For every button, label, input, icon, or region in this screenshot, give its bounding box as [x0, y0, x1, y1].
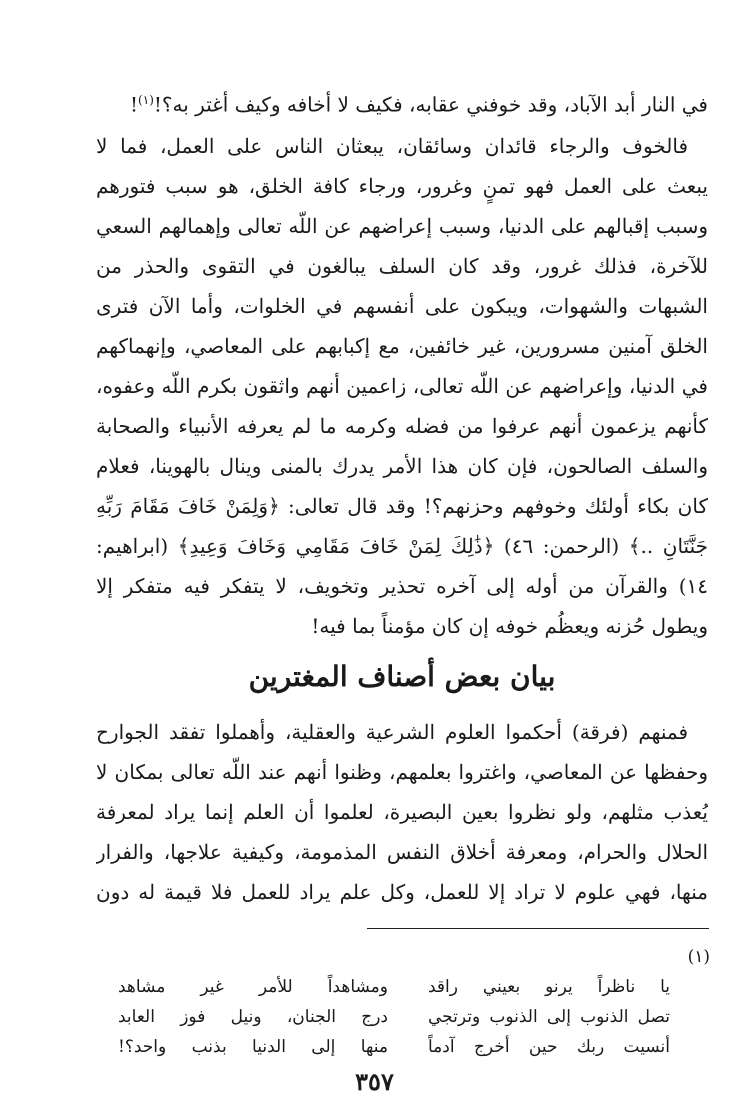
- footnote-verse-right: يا ناظراً يرنو بعيني راقد: [428, 977, 670, 997]
- paragraph-1-line: فالخوف والرجاء قائدان وسائقان، يبعثان الناس على العمل، فما لا: [96, 134, 688, 158]
- footnote-verse-right: أنسيت ربك حين أخرج آدماً: [428, 1037, 670, 1057]
- paragraph-1-line: وسبب إقبالهم على الدنيا، وسبب إعراضهم عن اللّه تعالى وإهمالهم السعي: [96, 214, 708, 238]
- paragraph-1-line: يبعث على العمل فهو تمنٍ وغرور، ورجاء كافة الخلق، هو سبب فتورهم: [96, 174, 708, 198]
- paragraph-1-line: جَنَّتَانِ ..﴾ (الرحمن: ٤٦) ﴿ذَٰلِكَ لِمَنْ خَافَ مَقَامِي وَخَافَ وَعِيدِ﴾ (ابراهيم:: [96, 534, 708, 558]
- text-line: [96, 80, 708, 120]
- paragraph-2-line: الحلال والحرام، ومعرفة أخلاق النفس المذمومة، وكيفية علاجها، والفرار: [96, 840, 708, 864]
- page-number: ٣٥٧: [355, 1067, 394, 1096]
- footnote-verse-left: منها إلى الدنيا بذنب واحد؟!: [118, 1037, 388, 1057]
- footnote-verse-right: تصل الذنوب إلى الذنوب وترتجي: [428, 1007, 670, 1027]
- paragraph-1-line: الشبهات والشهوات، ويبكون على أنفسهم في الخلوات، وأما الآن فترى: [96, 294, 708, 318]
- text-line-suffix: !: [130, 92, 139, 117]
- paragraph-1-line: في الدنيا، وإعراضهم عن اللّه تعالى، زاعمين أنهم واثقون بكرم اللّه وعفوه،: [96, 374, 708, 398]
- text-line-content: في النار أبد الآباد، وقد خوفني عقابه، فكيف لا أخافه وكيف أغتر به؟!: [153, 92, 708, 117]
- footnote-marker: (١): [687, 947, 710, 967]
- paragraph-1-line: ١٤) والقرآن من أوله إلى آخره تحذير وتخويف، لا يتفكر فيه متفكر إلا: [96, 574, 708, 598]
- paragraph-1-line: ويطول حُزنه ويعظُم خوفه إن كان مؤمناً بما فيه!: [311, 614, 708, 638]
- paragraph-2-line: يُعذب مثلهم، ولو نظروا بعين البصيرة، لعلموا أن العلم إنما يراد لمعرفة: [96, 800, 708, 824]
- paragraph-1-line: والسلف الصالحون، فإن كان هذا الأمر يدرك بالمنى وينال بالهوينا، فعلام: [96, 454, 708, 478]
- footnote-verse-left: ومشاهداً للأمر غير مشاهد: [118, 977, 388, 997]
- paragraph-2-line: فمنهم (فرقة) أحكموا العلوم الشرعية والعقلية، وأهملوا تفقد الجوارح: [96, 720, 688, 744]
- footnote-verse-left: درج الجنان، ونيل فوز العابد: [118, 1007, 388, 1027]
- footnote-separator: [367, 928, 709, 929]
- paragraph-1-line: الخلق آمنين مسرورين، غير خائفين، مع إكبابهم على المعاصي، وإنهماكهم: [96, 334, 708, 358]
- paragraph-2-line: منها، فهي علوم لا تراد إلا للعمل، وكل علم يراد للعمل فلا قيمة له دون: [96, 880, 708, 904]
- footnote-reference: (١): [138, 93, 154, 107]
- paragraph-1-line: كان بكاء أولئك وخوفهم وحزنهم؟! وقد قال تعالى: ﴿وَلِمَنْ خَافَ مَقَامَ رَبِّهِ: [96, 494, 708, 518]
- paragraph-2-line: وحفظها عن المعاصي، واغتروا بعلمهم، وظنوا أنهم عند اللّه تعالى بمكان لا: [96, 760, 708, 784]
- section-heading: بيان بعض أصناف المغترين: [248, 660, 556, 693]
- paragraph-1-line: كأنهم يزعمون أنهم عرفوا من فضله وكرمه ما لم يعرفه الأنبياء والصحابة: [96, 414, 708, 438]
- paragraph-1-line: للآخرة، فذلك غرور، وقد كان السلف يبالغون في التقوى والحذر من: [96, 254, 708, 278]
